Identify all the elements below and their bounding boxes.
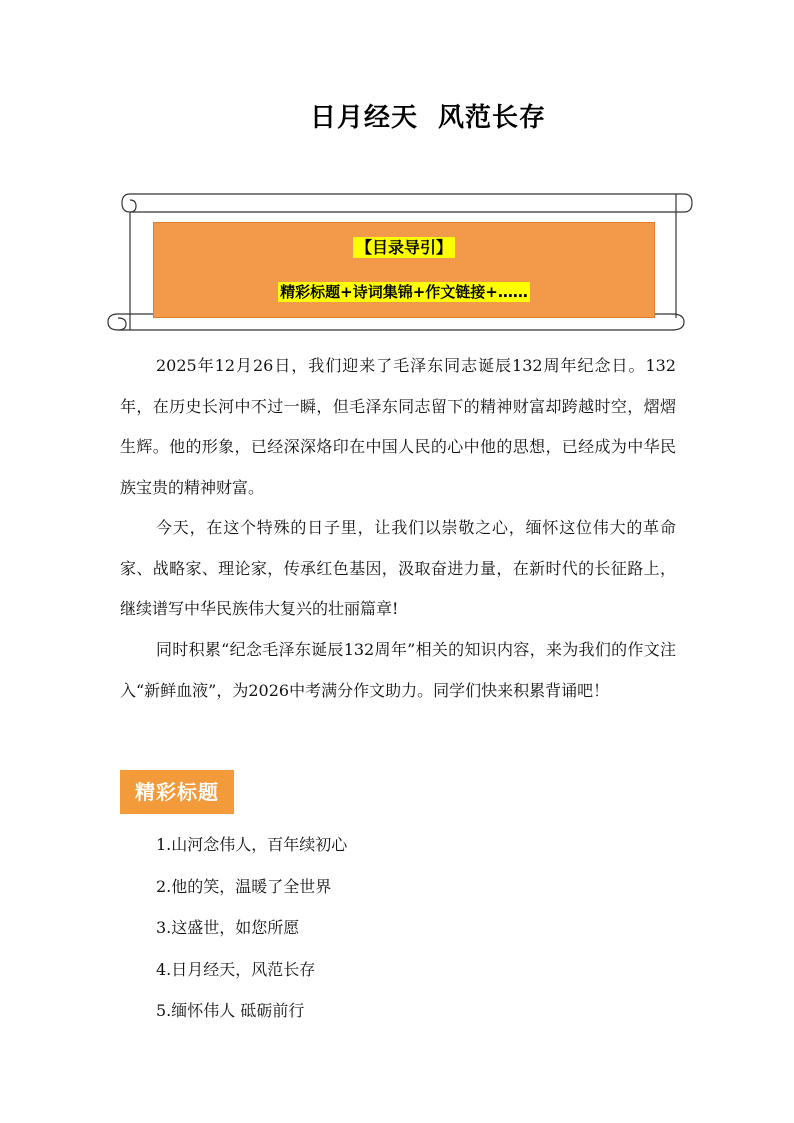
toc-items-text: 精彩标题+诗词集锦+作文链接+…… bbox=[280, 283, 528, 301]
toc-box bbox=[153, 222, 655, 318]
toc-heading-text: 【目录导引】 bbox=[353, 237, 455, 258]
toc-heading bbox=[154, 235, 654, 258]
toc-items bbox=[154, 281, 654, 302]
intro-paragraph-3: 同时积累“纪念毛泽东诞辰132周年”相关的知识内容，来为我们的作文注入“新鲜血液”，为2026中考满分作文助力。同学们快来积累背诵吧！ bbox=[120, 640, 676, 700]
headline-item: 1.山河念伟人，百年续初心 bbox=[156, 835, 348, 854]
intro-paragraph-1: 2025年12月26日，我们迎来了毛泽东同志诞辰132周年纪念日。132年，在历史长河中不过一瞬，但毛泽东同志留下的精神财富却跨越时空，熠熠生辉。他的形象，已经深深烙印在中国人民的心中他的思想，已经成为中华民族宝贵的精神财富。 bbox=[120, 356, 676, 497]
section-title-badge: 精彩标题 bbox=[120, 770, 234, 814]
headline-item: 5.缅怀伟人 砥砺前行 bbox=[156, 1001, 305, 1020]
document-title: 日月经天 风范长存 bbox=[309, 103, 547, 133]
headline-item: 2.他的笑，温暖了全世界 bbox=[156, 876, 332, 896]
headline-item: 3.这盛世，如您所愿 bbox=[156, 918, 300, 937]
headline-list bbox=[156, 826, 347, 1034]
intro-paragraph-2: 今天，在这个特殊的日子里，让我们以崇敬之心，缅怀这位伟大的革命家、战略家、理论家，传承红色基因，汲取奋进力量，在新时代的长征路上，继续谱写中华民族伟大复兴的壮丽篇章! bbox=[120, 518, 676, 618]
headline-item: 4.日月经天，风范长存 bbox=[156, 959, 316, 979]
